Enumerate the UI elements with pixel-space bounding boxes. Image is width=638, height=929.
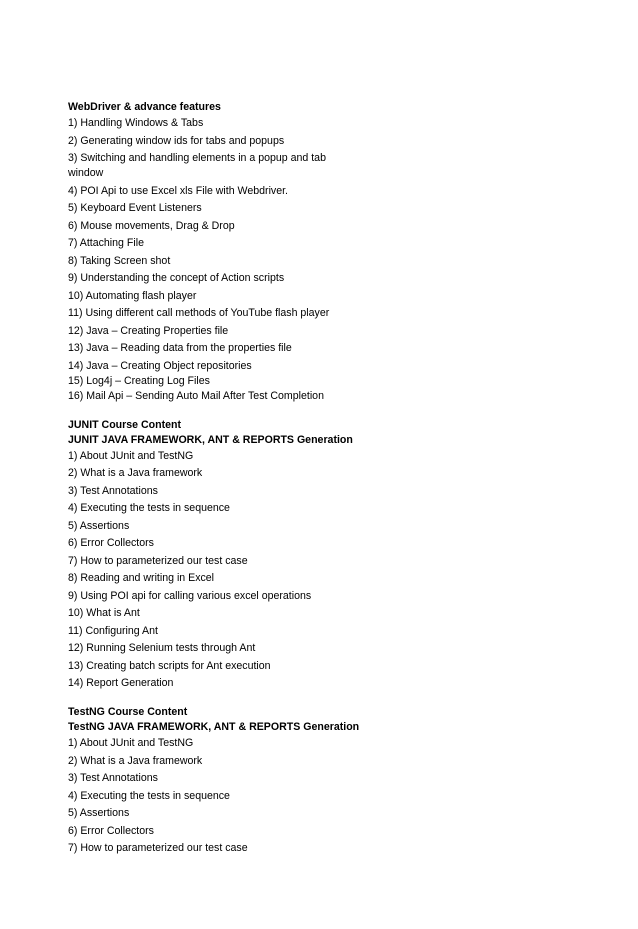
list-item: 9) Understanding the concept of Action scripts: [68, 272, 285, 284]
list-item: 9) Using POI api for calling various excel operations: [68, 589, 312, 602]
list-item: 1) About JUnit and TestNG: [68, 737, 194, 749]
list-item: 14) Report Generation: [68, 677, 174, 689]
list-item: 13) Java – Reading data from the properties file: [68, 342, 292, 354]
list-item: 5) Assertions: [68, 519, 130, 532]
list-item: 14) Java – Creating Object repositories: [68, 359, 252, 372]
section-title: TestNG Course Content: [68, 706, 188, 718]
list-item: 2) What is a Java framework: [68, 467, 203, 479]
list-item: 6) Error Collectors: [68, 824, 154, 837]
list-item: 7) Attaching File: [68, 237, 144, 249]
list-item: 10) Automating flash player: [68, 289, 197, 302]
list-item: 10) What is Ant: [68, 607, 140, 619]
list-item: 13) Creating batch scripts for Ant execution: [68, 659, 271, 672]
section-testng: [68, 705, 608, 856]
list-item: 5) Assertions: [68, 807, 130, 819]
list-item: 1) About JUnit and TestNG: [68, 449, 194, 462]
list-item: 16) Mail Api – Sending Auto Mail After Test Completion: [68, 389, 324, 402]
section-subtitle: TestNG JAVA FRAMEWORK, ANT & REPORTS Generation: [68, 721, 360, 733]
list-item: 7) How to parameterized our test case: [68, 554, 248, 567]
section-junit: [68, 418, 608, 692]
list-item: 12) Java – Creating Properties file: [68, 324, 229, 337]
list-item: 3) Test Annotations: [68, 484, 158, 497]
list-item: 6) Mouse movements, Drag & Drop: [68, 219, 235, 232]
list-item: 11) Using different call methods of YouTube flash player: [68, 307, 330, 319]
list-item: 12) Running Selenium tests through Ant: [68, 642, 256, 654]
list-item: 4) Executing the tests in sequence: [68, 789, 230, 802]
section-title: JUNIT Course Content: [68, 418, 182, 431]
list-item: 15) Log4j – Creating Log Files: [68, 374, 210, 387]
list-item: 4) Executing the tests in sequence: [68, 502, 230, 514]
list-item: 6) Error Collectors: [68, 537, 154, 549]
document-content: [68, 100, 608, 856]
list-item: 2) What is a Java framework: [68, 754, 203, 767]
list-item: 7) How to parameterized our test case: [68, 842, 248, 854]
section-subtitle: JUNIT JAVA FRAMEWORK, ANT & REPORTS Generation: [68, 433, 353, 446]
list-item: 2) Generating window ids for tabs and popups: [68, 134, 285, 147]
list-item: 3) Switching and handling elements in a popup and tab window: [68, 152, 326, 179]
section-title: WebDriver & advance features: [68, 101, 221, 113]
list-item: 3) Test Annotations: [68, 772, 158, 784]
list-item: 8) Reading and writing in Excel: [68, 572, 215, 584]
section-webdriver: [68, 100, 608, 404]
list-item: 5) Keyboard Event Listeners: [68, 202, 202, 214]
list-item: 8) Taking Screen shot: [68, 254, 171, 267]
list-item: 4) POI Api to use Excel xls File with Webdriver.: [68, 184, 289, 197]
list-item: 1) Handling Windows & Tabs: [68, 117, 204, 129]
list-item: 11) Configuring Ant: [68, 624, 158, 637]
